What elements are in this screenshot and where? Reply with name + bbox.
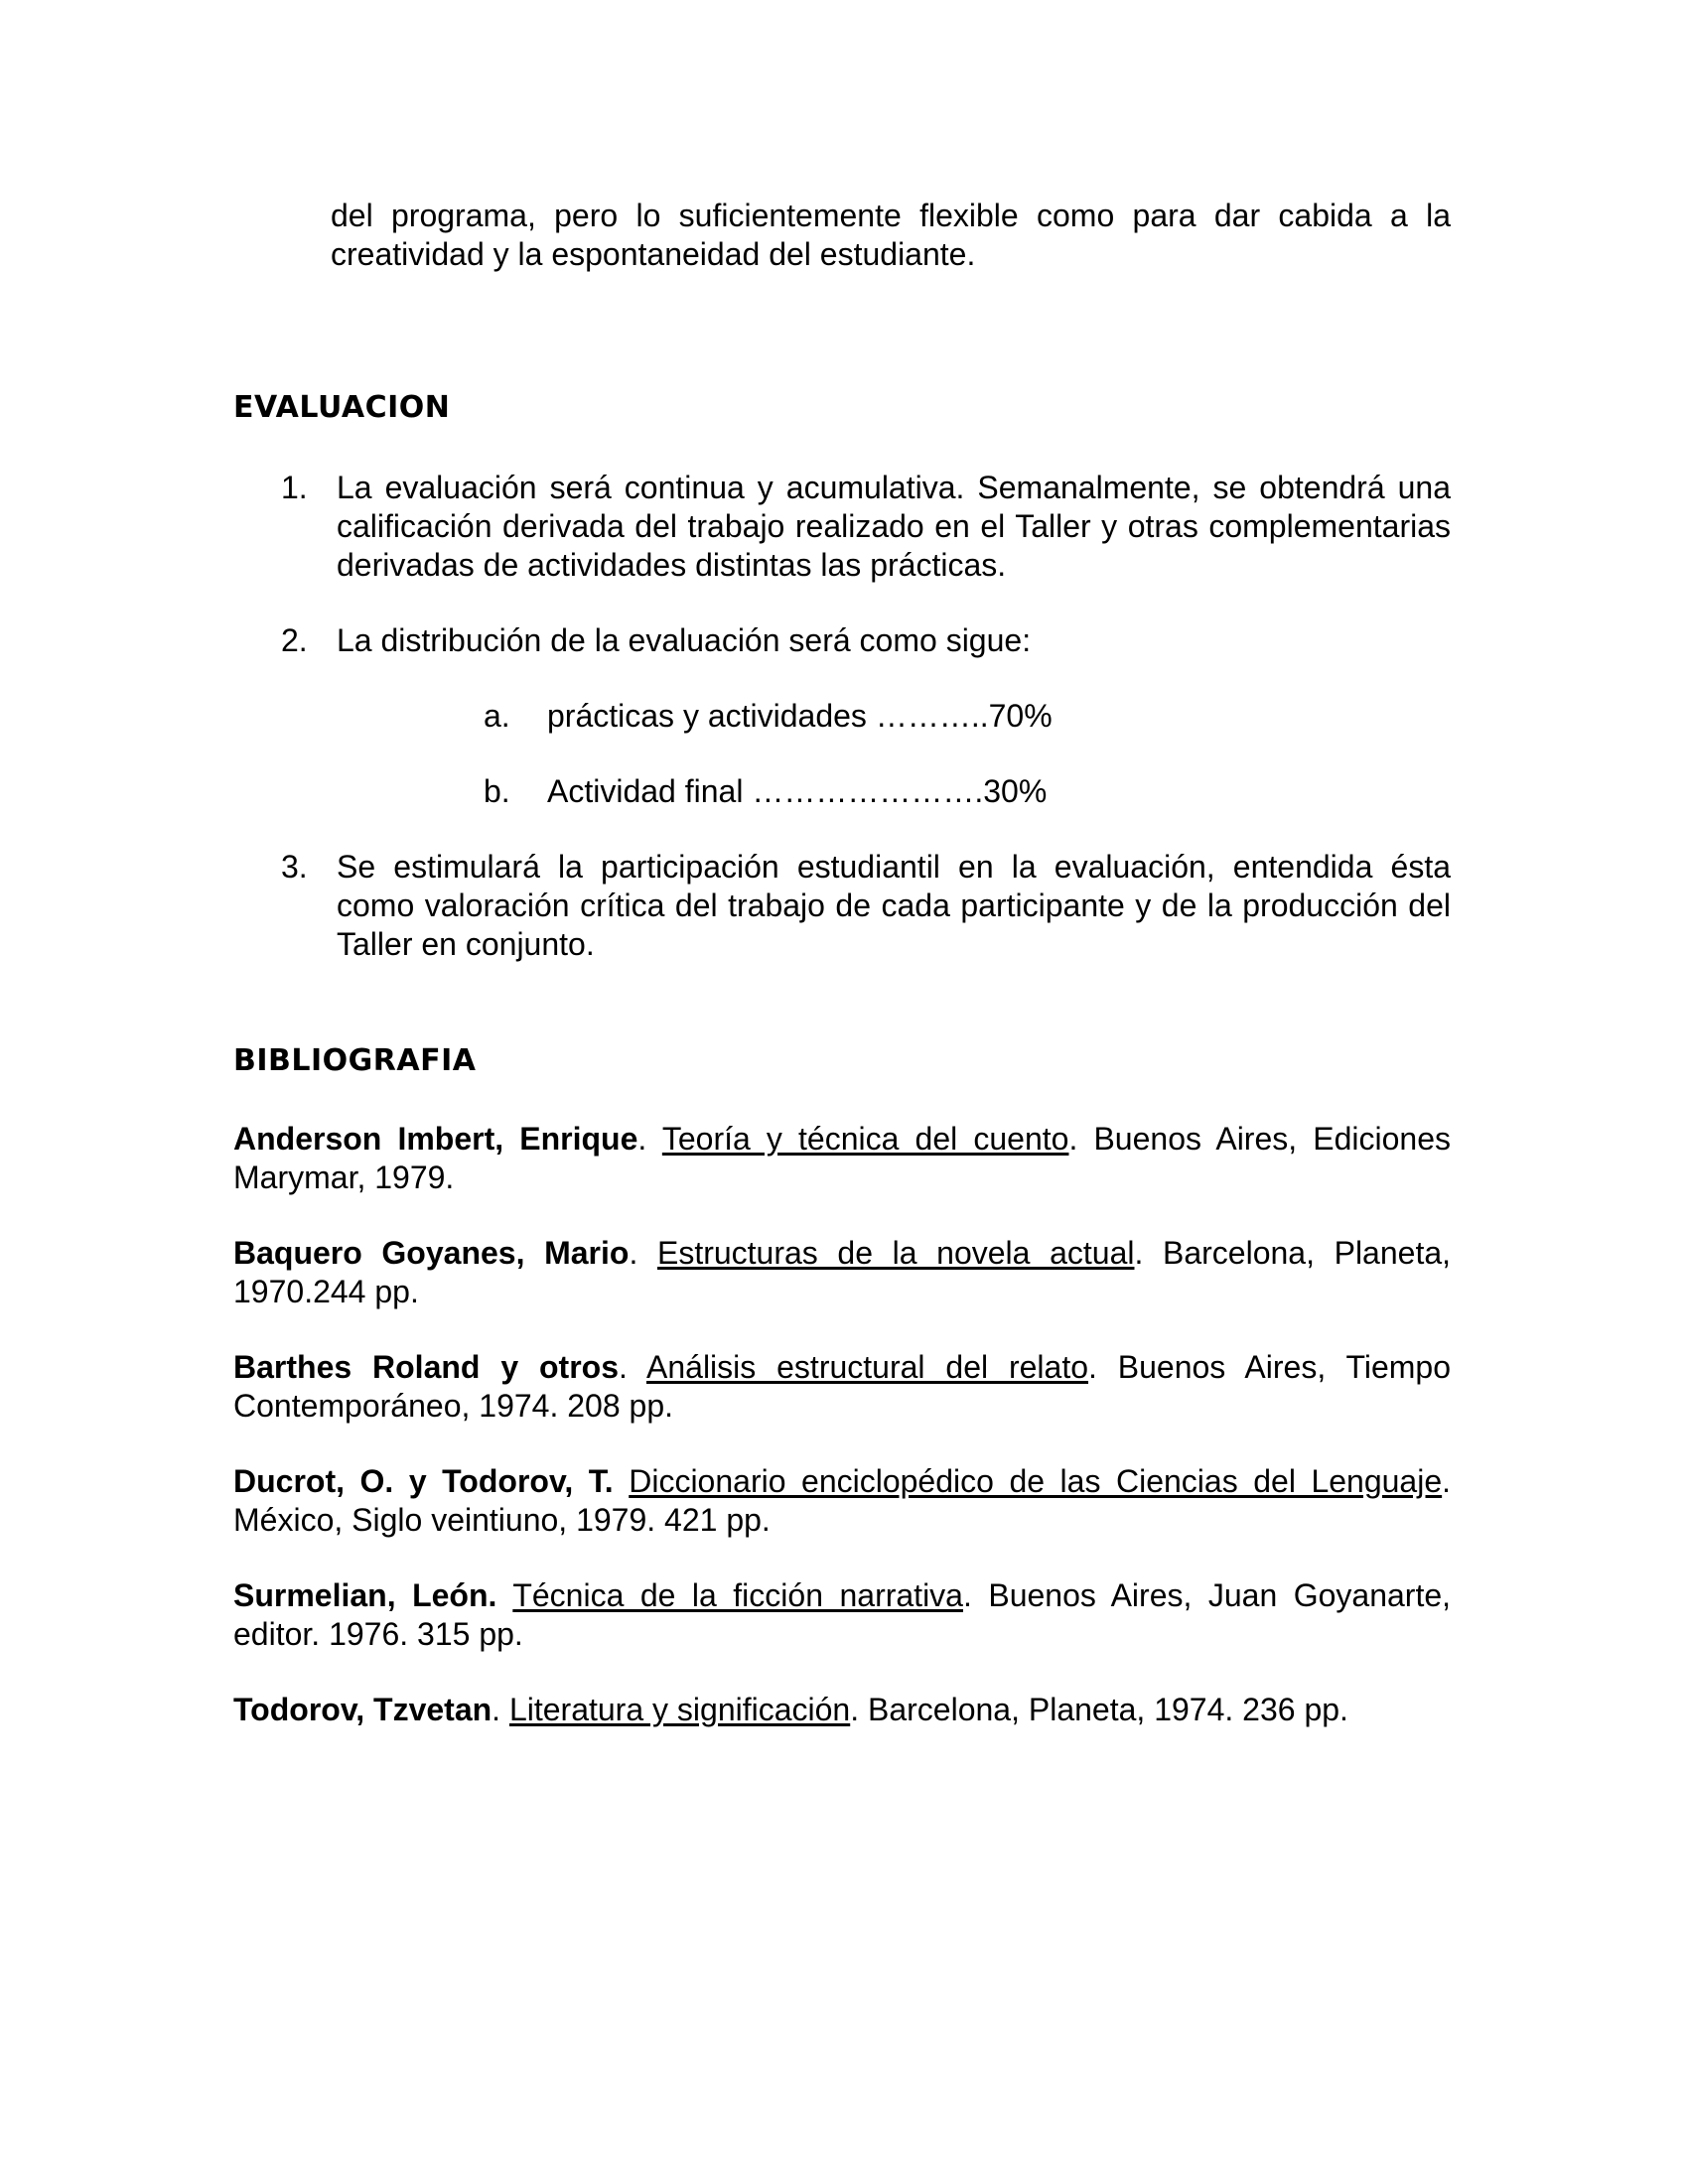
biblio-publication: . Buenos Aires, Ediciones Marymar, 1979. — [233, 1121, 1452, 1195]
biblio-author: Ducrot, O. y Todorov, T. — [233, 1463, 614, 1499]
biblio-entry — [233, 1691, 1451, 1729]
biblio-title: Teoría y técnica del cuento — [661, 1121, 1069, 1157]
evaluacion-item-2 — [233, 621, 1451, 811]
biblio-author: Anderson Imbert, Enrique — [233, 1121, 638, 1157]
item-number: 3. — [281, 849, 308, 885]
biblio-publication: . Barcelona, Planeta, 1970.244 pp. — [233, 1235, 1452, 1309]
biblio-publication: . Barcelona, Planeta, 1974. 236 pp. — [850, 1692, 1348, 1727]
biblio-separator: . — [637, 1121, 662, 1157]
bibliografia-heading: BIBLIOGRAFIA — [233, 1043, 477, 1078]
biblio-publication: . México, Siglo veintiuno, 1979. 421 pp. — [233, 1463, 1452, 1538]
bibliografia-list — [233, 1120, 1451, 1766]
biblio-separator — [496, 1577, 512, 1613]
biblio-separator: . — [629, 1235, 657, 1271]
sublist-text: prácticas y actividades ………..70% — [547, 698, 1053, 734]
biblio-publication: . Buenos Aires, Tiempo Contemporáneo, 1974. 208 pp. — [233, 1349, 1452, 1424]
biblio-author: Surmelian, León. — [233, 1577, 497, 1613]
biblio-entry — [233, 1348, 1451, 1426]
biblio-author: Barthes Roland y otros — [233, 1349, 619, 1385]
biblio-entry — [233, 1120, 1451, 1197]
biblio-entry — [233, 1576, 1451, 1654]
biblio-author: Baquero Goyanes, Mario — [233, 1235, 630, 1271]
item-number: 2. — [281, 622, 308, 658]
sublist-text: Actividad final ………………….30% — [547, 773, 1048, 809]
biblio-separator — [614, 1463, 630, 1499]
sublist-letter: b. — [484, 773, 510, 809]
biblio-publication: . Buenos Aires, Juan Goyanarte, editor. 1976. 315 pp. — [233, 1577, 1452, 1652]
item-number: 1. — [281, 470, 308, 505]
item-text: Se estimulará la participación estudiantil en la evaluación, entendida ésta como valoración crítica del trabajo de cada participante y de la producción del Taller en conjunto. — [337, 849, 1451, 962]
sublist-item-a — [337, 697, 1451, 736]
biblio-title: Diccionario enciclopédico de las Ciencias del Lenguaje — [629, 1463, 1443, 1499]
distribution-sublist — [337, 697, 1451, 811]
biblio-title: Técnica de la ficción narrativa — [512, 1577, 963, 1613]
biblio-separator: . — [619, 1349, 646, 1385]
biblio-separator: . — [492, 1692, 509, 1727]
biblio-author: Todorov, Tzvetan — [233, 1692, 492, 1727]
sublist-letter: a. — [484, 698, 510, 734]
evaluacion-list — [233, 469, 1451, 964]
intro-paragraph: del programa, pero lo suficientemente flexible como para dar cabida a la creatividad y la espontaneidad del estudiante. — [331, 198, 1451, 272]
biblio-entry — [233, 1234, 1451, 1311]
biblio-entry — [233, 1462, 1451, 1540]
evaluacion-heading: EVALUACION — [233, 390, 451, 425]
sublist-item-b — [337, 772, 1451, 811]
biblio-title: Literatura y significación — [508, 1692, 851, 1727]
biblio-title: Estructuras de la novela actual — [656, 1235, 1135, 1271]
item-text: La evaluación será continua y acumulativa. Semanalmente, se obtendrá una calificación derivada del trabajo realizado en el Taller y otras complementarias derivadas de actividades distintas las prácticas. — [337, 470, 1451, 583]
item-text: La distribución de la evaluación será como sigue: — [337, 622, 1032, 658]
evaluacion-item-1 — [233, 469, 1451, 585]
biblio-title: Análisis estructural del relato — [646, 1349, 1089, 1385]
evaluacion-item-3 — [233, 848, 1451, 964]
